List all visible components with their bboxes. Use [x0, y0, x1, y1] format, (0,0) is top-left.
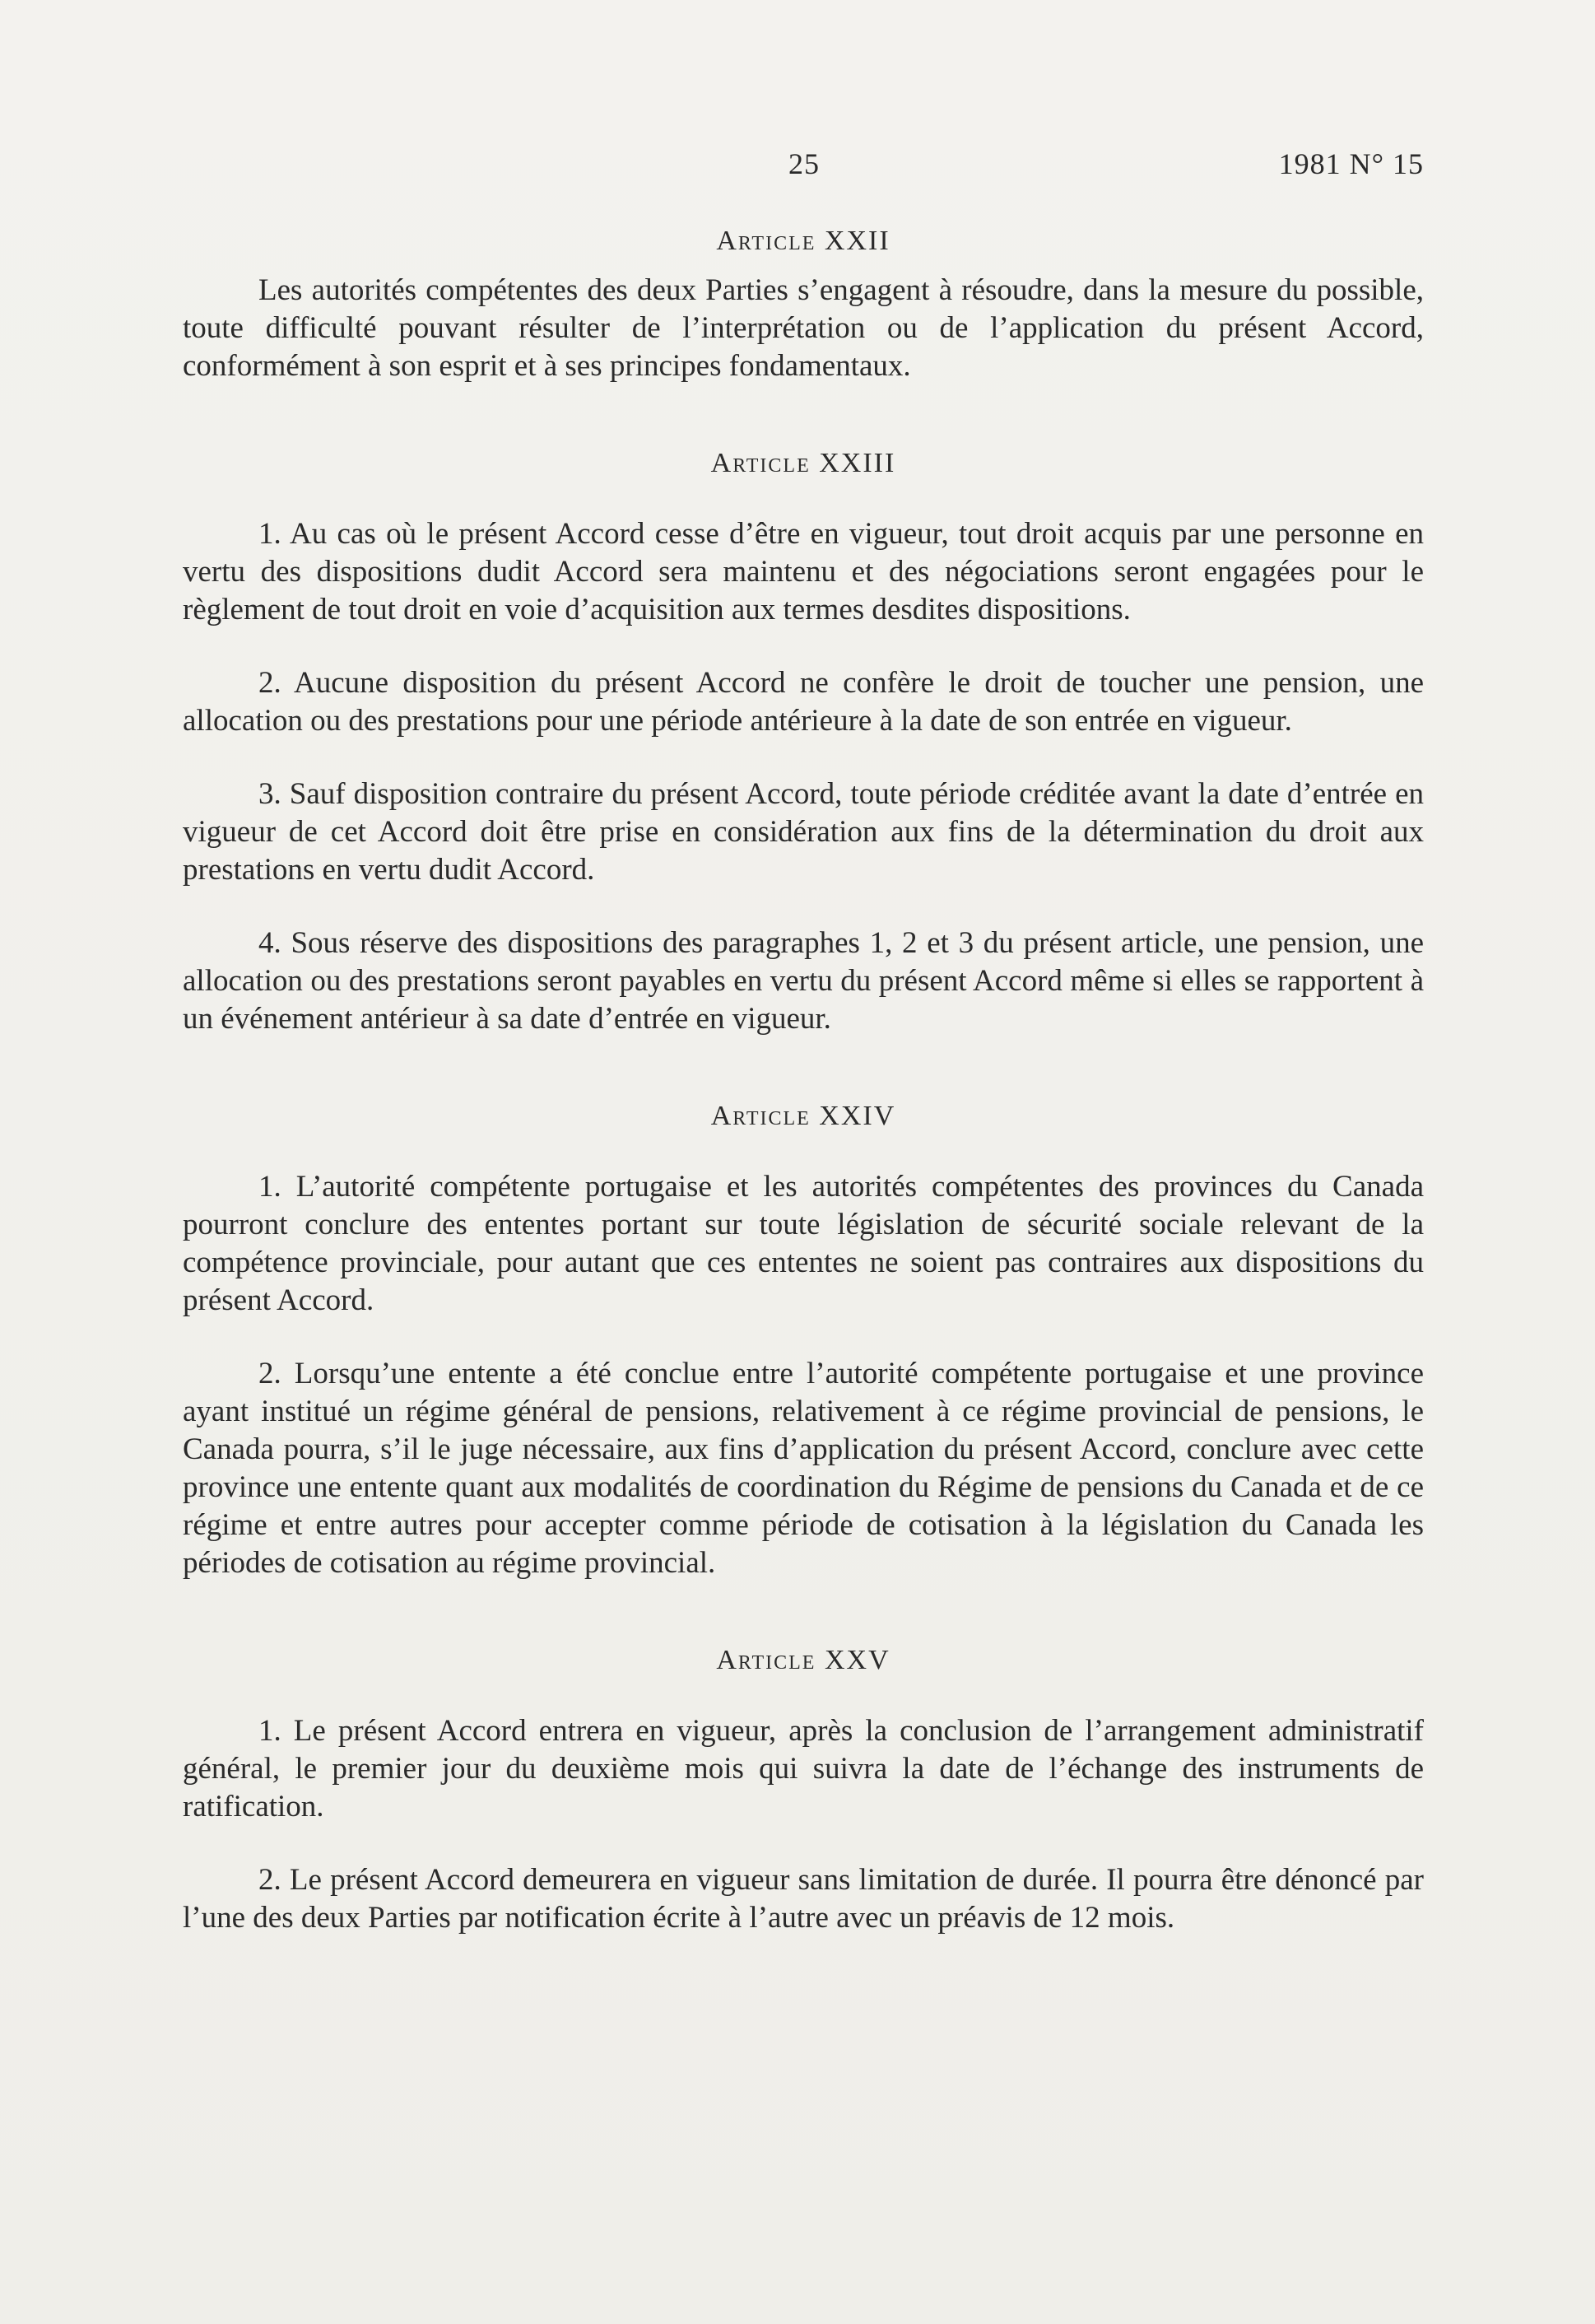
article-xxiii	[183, 445, 1424, 1038]
article-paragraph: 1. Le présent Accord entrera en vigueur, après la conclusion de l’arrangement administratif général, le premier jour du deuxième mois qui suivra la date de l’échange des instruments de ratification.	[183, 1714, 1424, 1823]
article-xxii	[183, 222, 1424, 385]
article-xxv	[183, 1642, 1424, 1937]
article-title: Article XXV	[716, 1645, 891, 1675]
document-reference: 1981 N° 15	[1278, 147, 1424, 180]
article-paragraph: 1. L’autorité compétente portugaise et les autorités compétentes des provinces du Canada pourront conclure des ententes portant sur toute législation de sécurité sociale relevant de la compétence provinciale, pour autant que ces ententes ne soient pas contraires aux dispositions du présent Accord.	[183, 1170, 1424, 1317]
article-paragraph: 3. Sauf disposition contraire du présent Accord, toute période créditée avant la date d’entrée en vigueur de cet Accord doit être prise en considération aux fins de la détermination du droit aux prestations en vertu dudit Accord.	[183, 777, 1424, 887]
article-paragraph: 1. Au cas où le présent Accord cesse d’être en vigueur, tout droit acquis par une personne en vertu des dispositions dudit Accord sera maintenu et des négociations seront engagées pour le règlement de tout droit en voie d’acquisition aux termes desdites dispositions.	[183, 517, 1424, 626]
article-title: Article XXII	[716, 226, 891, 256]
article-title: Article XXIII	[710, 448, 896, 478]
article-paragraph: 2. Aucune disposition du présent Accord ne confère le droit de toucher une pension, une allocation ou des prestations pour une période antérieure à la date de son entrée en vigueur.	[183, 666, 1424, 738]
article-paragraph: 2. Lorsqu’une entente a été conclue entre l’autorité compétente portugaise et une province ayant institué un régime général de pensions, relativement à ce régime provincial de pensions, le Canada pourra, s’il le juge nécessaire, aux fins d’application du présent Accord, conclure avec cette province une entente quant aux modalités de coordination du Régime de pensions du Canada et de ce régime et entre autres pour accepter comme période de cotisation à la législation du Canada les périodes de cotisation au régime provincial.	[183, 1357, 1424, 1580]
document-body	[183, 222, 1424, 1972]
article-paragraph: 2. Le présent Accord demeurera en vigueur sans limitation de durée. Il pourra être dénoncé par l’une des deux Parties par notification écrite à l’autre avec un préavis de 12 mois.	[183, 1863, 1424, 1935]
article-paragraph: 4. Sous réserve des dispositions des paragraphes 1, 2 et 3 du présent article, une pension, une allocation ou des prestations seront payables en vertu du présent Accord même si elles se rapportent à un événement antérieur à sa date d’entrée en vigueur.	[183, 926, 1424, 1036]
article-paragraph: Les autorités compétentes des deux Parties s’engagent à résoudre, dans la mesure du possible, toute difficulté pouvant résulter de l’interprétation ou de l’application du présent Accord, conformément à son esprit et à ses principes fondamentaux.	[183, 273, 1424, 383]
article-xxiv	[183, 1097, 1424, 1582]
article-title: Article XXIV	[710, 1101, 896, 1131]
page-number: 25	[788, 147, 820, 180]
page-header	[0, 147, 1595, 188]
